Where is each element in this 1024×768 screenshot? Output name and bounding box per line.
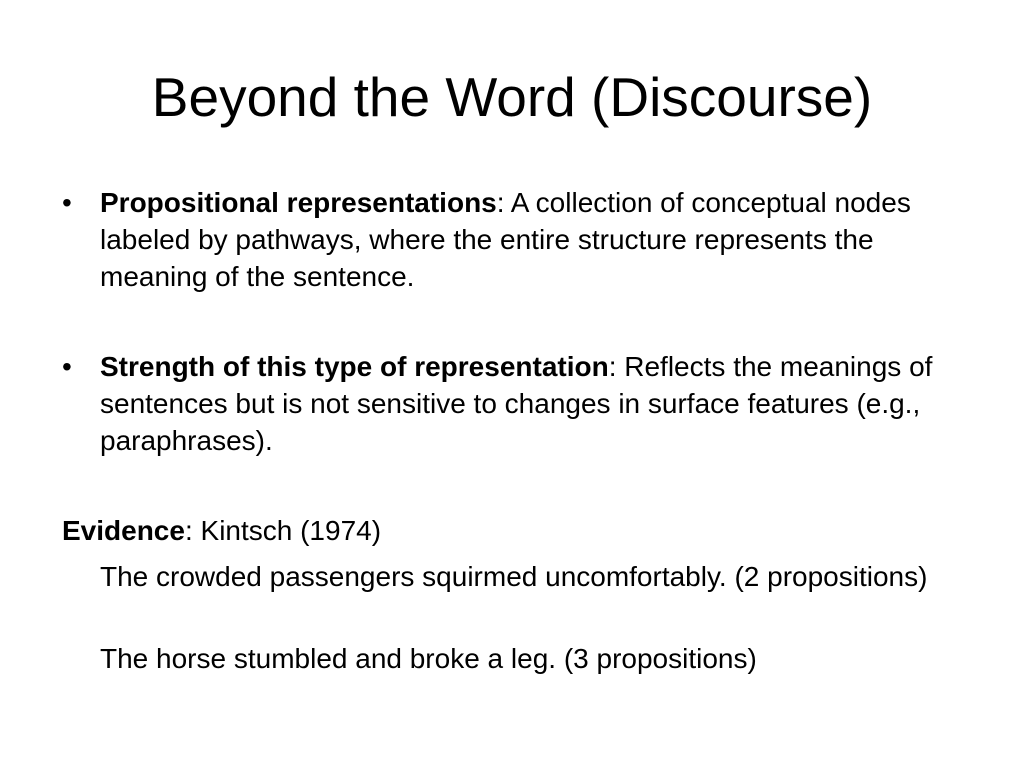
- slide-title: Beyond the Word (Discourse): [151, 66, 873, 128]
- bullet-marker: •: [62, 187, 72, 218]
- bullet-marker: •: [62, 351, 72, 382]
- bullet-separator: :: [608, 351, 617, 382]
- bullet-item-propositional: [62, 184, 972, 295]
- evidence-term: Evidence: [62, 515, 185, 546]
- bullet-separator: :: [496, 187, 505, 218]
- evidence-citation: : Kintsch (1974): [184, 515, 382, 546]
- evidence-line: [62, 512, 972, 549]
- bullet-text: [100, 184, 972, 295]
- example-sentence: The crowded passengers squirmed uncomfortably. (2 propositions): [100, 561, 928, 592]
- example-sentence: The horse stumbled and broke a leg. (3 propositions): [100, 643, 757, 674]
- bullet-term: Propositional representations: [100, 187, 497, 218]
- bullet-item-strength: [62, 348, 972, 459]
- bullet-description: A collection of conceptual nodes labeled by pathways, where the entire structure represents the meaning of the sentence.: [100, 187, 911, 292]
- bullet-text: [100, 348, 972, 459]
- bullet-description: Reflects the meanings of sentences but is not sensitive to changes in surface features (e.g., paraphrases).: [100, 351, 933, 456]
- bullet-term: Strength of this type of representation: [100, 351, 609, 382]
